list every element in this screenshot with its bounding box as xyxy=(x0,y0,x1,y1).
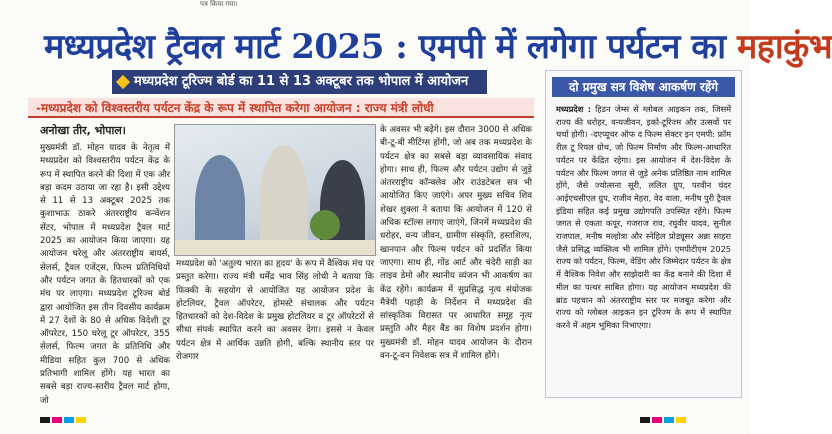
registration-mark xyxy=(52,417,62,423)
registration-mark xyxy=(40,417,50,423)
headline-accent: महाकुंभ xyxy=(736,27,832,67)
registration-mark xyxy=(64,417,74,423)
sidebar-body xyxy=(556,103,731,391)
registration-mark xyxy=(652,417,662,423)
article-column-2: मध्यप्रदेश को 'अतुल्य भारत का हृदय' के रूप में वैश्विक मंच पर प्रस्तुत करेगा। राज्य मंत्री धर्मेंद्र भाव सिंह लोधी ने बताया कि फिक्की के सहयोग से आयोजित यह आयोजन प्रदेश के होटलियर, ट्रैवल ऑपरेटर, होमस्टे संचालक और पर्यटन हितधारकों को देश-विदेश के प्रमुख होटलियर व टूर ऑपरेटरों से सीधा संपर्क स्थापित करने का अवसर देगा। इससे न केवल पर्यटन क्षेत्र में आर्थिक उन्नति होगी, बल्कि स्थानीय स्तर पर रोजगार xyxy=(176,259,374,363)
sidebar-lead: मध्यप्रदेश : xyxy=(556,104,591,114)
print-registration-marks xyxy=(40,408,88,416)
article-column-3: के अवसर भी बढ़ेंगे। इस दौरान 3000 से अधिक बी-टू-बी मीटिंग्स होंगी, जो अब तक मध्यप्रदेश के पर्यटन क्षेत्र का सबसे बड़ा व्यावसायिक संवाद होगा। साथ ही, फिल्म और पर्यटन उद्योग से जुड़े अंतरराष्ट्रीय कॉन्क्लेव और राउंडटेबल सत्र भी आयोजित किए जाएंगे। अपर मुख्य सचिव शिव शेखर शुक्ला ने बताया कि आयोजन में 120 से अधिक स्टॉल्स लगाए जाएंगे, जिनमें मध्यप्रदेश की धरोहर, वन्य जीवन, ग्रामीण संस्कृति, हस्तशिल्प, खानपान और फिल्म पर्यटन को प्रदर्शित किया जाएगा। साथ ही, गोंड आर्ट और चंदेरी साड़ी का लाइव डेमो और स्थानीय व्यंजन भी आकर्षण का केंद्र रहेंगे। कार्यक्रम में सुप्रसिद्ध नृत्य संयोजक मैत्रेयी पहाड़ी के निर्देशन में मध्यप्रदेश की सांस्कृतिक विरासत पर आधारित समूह नृत्य प्रस्तुति और मैहर बैंड का विशेष प्रदर्शन होगा। मुख्यमंत्री डॉ. मोहन यादव आयोजन के दौरान वन-टू-वन निवेशक सत्र में शामिल होंगे। xyxy=(380,125,532,362)
registration-mark xyxy=(676,417,686,423)
subheadline: मध्यप्रदेश टूरिज्म बोर्ड का 11 से 13 अक्टूबर तक भोपाल में आयोजन xyxy=(134,74,469,89)
print-registration-marks xyxy=(640,408,688,416)
byline: अनोखा तीर, भोपाल। xyxy=(40,124,126,137)
diamond-bullet-icon xyxy=(116,75,130,89)
article-column-1: मुख्यमंत्री डॉ. मोहन यादव के नेतृत्व में मध्यप्रदेश को विश्वस्तरीय पर्यटन केंद्र के रूप में स्थापित करने की दिशा में एक और बड़ा कदम उठाया जा रहा है। इसी उद्देश्य से 11 से 13 अक्टूबर 2025 तक कुशाभाऊ ठाकरे अंतरराष्ट्रीय कन्वेंशन सेंटर, भोपाल में मध्यप्रदेश ट्रैवल मार्ट 2025 का आयोजन किया जाएगा। यह आयोजन घरेलू और अंतरराष्ट्रीय बायर्स, सेलर्स, ट्रैवल एजेंट्स, फिल्म प्रतिनिधियों और पर्यटन जगत के हितधारकों को एक मंच पर लाएगा। मध्यप्रदेश टूरिज्म बोर्ड द्वारा आयोजित इस तीन दिवसीय कार्यक्रम में 27 देशों के 80 से अधिक विदेशी टूर ऑपरेटर, 150 घरेलू टूर ऑपरेटर, 355 सेलर्स, फिल्म जगत के प्रतिनिधि और मीडिया सहित कुल 700 से अधिक प्रतिभागी शामिल होंगे। यह भारत का सबसे बड़ा राज्य-स्तरीय ट्रैवल मार्ट होगा, जो xyxy=(40,143,170,406)
top-snippet: पत्र किया गया। xyxy=(200,0,238,8)
news-photo xyxy=(174,124,376,256)
highlight-quote: -मध्यप्रदेश को विश्वस्तरीय पर्यटन केंद्र के रूप में स्थापित करेगा आयोजन : राज्य मंत्री लोधी xyxy=(28,98,534,118)
subheadline-banner xyxy=(112,70,487,94)
headline-main: मध्यप्रदेश ट्रैवल मार्ट 2025 : एमपी में लगेगा पर्यटन का xyxy=(44,27,737,67)
flower-bouquet xyxy=(310,210,340,240)
registration-mark xyxy=(640,417,650,423)
registration-mark xyxy=(664,417,674,423)
registration-mark xyxy=(76,417,86,423)
sidebar-text: हिडन जेम्स से ग्लोबल आइकन तक, जिसमें राज्य की धरोहर, वन्यजीवन, इको-टूरिज्म और उत्सवों पर चर्चा होगी। -दएप्यूचर ऑफ द फिल्म सेक्टर इन एमपी: फ्रॉम रील टू रियल ग्रोथ, जो फिल्म निर्माण और फिल्म-आधारित पर्यटन पर केंद्रित रहेगा। इस आयोजन में देश-विदेश के पर्यटन और फिल्म जगत से जुड़े अनेक प्रतिष्ठित नाम शामिल होंगे, जैसे ज्योत्सना सूरी, ललित ग्रुप, परवीन चंदर आईएचसीएल ग्रुप, राजीव मेहरा, वेद वाला, मनीष पुरी ट्रैवल इंडिया सहित कई प्रमुख उद्योगपति उपस्थित रहेंगे। फिल्म जगत से एकता कपूर, गजराज राव, रघुवीर यादव, सुनील राजपाल, मनीष मल्होत्रा और स्नेहिल प्रोड्यूसर अन्ना साहरा जैसे प्रसिद्ध व्यक्तित्व भी शामिल होंगे। एमपीटीएम 2025 राज्य को पर्यटन, फिल्म, वेडिंग और जिम्मेदार पर्यटन के क्षेत्र में वैश्विक निवेश और साझेदारी का केंद्र बनाने की दिशा में मील का पत्थर साबित होगा। यह आयोजन मध्यप्रदेश की ब्रांड पहचान को अंतरराष्ट्रीय स्तर पर मजबूत करेगा और राज्य को ग्लोबल आइकन इन टूरिज्म के रूप में स्थापित करने में अहम भूमिका निभाएगा। xyxy=(556,104,731,330)
headline xyxy=(44,18,832,76)
person-figure xyxy=(260,145,308,255)
sidebar-box xyxy=(545,70,742,398)
sidebar-title: दो प्रमुख सत्र विशेष आकर्षण रहेंगे xyxy=(552,77,735,97)
table-edge xyxy=(175,240,375,255)
